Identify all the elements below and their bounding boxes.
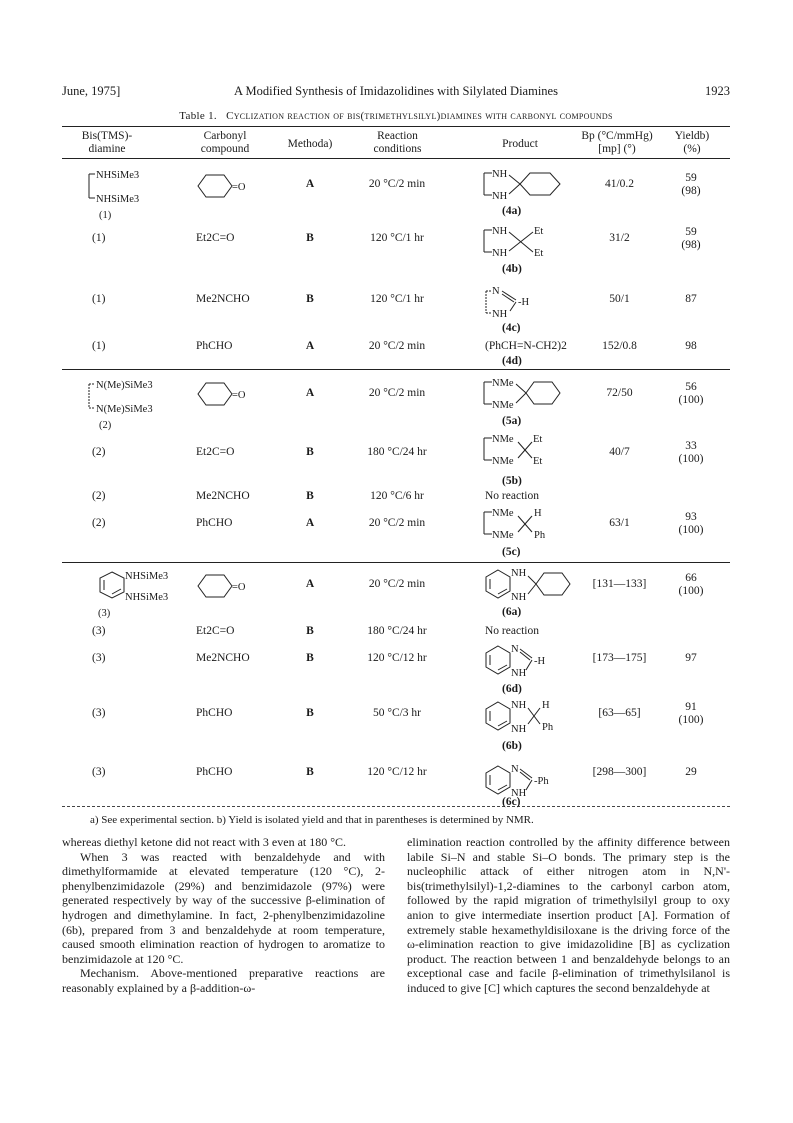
svg-text:(1): (1) bbox=[99, 210, 112, 221]
cell-method: B bbox=[306, 766, 314, 778]
cell-method: B bbox=[306, 625, 314, 637]
svg-text:NH: NH bbox=[511, 668, 527, 679]
cell-yield-nmr: (100) bbox=[678, 585, 704, 597]
product-6b-structure bbox=[484, 696, 584, 740]
diamine-1-structure bbox=[85, 164, 180, 224]
cell-carbonyl: Me2NCHO bbox=[196, 652, 250, 664]
table-caption-text: Cyclization reaction of bis(trimethylsilyl)diamines with carbonyl compounds bbox=[226, 110, 613, 122]
svg-text:NH: NH bbox=[492, 309, 508, 320]
svg-text:Et: Et bbox=[534, 248, 544, 259]
header-yield: Yieldb) (%) bbox=[674, 130, 710, 155]
cell-diamine: (3) bbox=[92, 766, 106, 778]
header-diamine: Bis(TMS)- diamine bbox=[81, 130, 133, 155]
cell-product-label: (6d) bbox=[502, 683, 522, 695]
cell-method: A bbox=[305, 517, 315, 529]
cell-carbonyl: Et2C=O bbox=[196, 446, 235, 458]
cell-yield: 29 bbox=[685, 766, 697, 778]
svg-text:NH: NH bbox=[511, 568, 527, 579]
cell-conditions: 120 °C/1 hr bbox=[370, 232, 424, 244]
svg-text:NH: NH bbox=[492, 169, 508, 180]
svg-text:-Ph: -Ph bbox=[534, 776, 549, 787]
cell-conditions: 120 °C/12 hr bbox=[367, 766, 427, 778]
svg-text:NHSiMe3: NHSiMe3 bbox=[125, 571, 169, 582]
cell-diamine: (2) bbox=[92, 446, 106, 458]
cyclohexanone-structure bbox=[196, 572, 256, 602]
cell-product-label: (4a) bbox=[502, 205, 522, 217]
page-number: 1923 bbox=[705, 84, 730, 98]
svg-text:Et: Et bbox=[533, 456, 543, 467]
cell-product-label: (6b) bbox=[502, 740, 522, 752]
body-paragraph: Mechanism. Above-mentioned preparative reactions are reasonably explained by a β-addition-ω- bbox=[62, 966, 385, 995]
cell-yield: 59 bbox=[685, 172, 697, 184]
cell-conditions: 20 °C/2 min bbox=[368, 178, 426, 190]
svg-text:NH: NH bbox=[511, 724, 527, 735]
svg-text:=O: =O bbox=[232, 182, 246, 193]
header-product: Product bbox=[502, 138, 538, 150]
cell-bp: [131—133] bbox=[592, 578, 647, 590]
svg-text:Ph: Ph bbox=[534, 530, 546, 541]
table-caption-label: Table 1. bbox=[179, 110, 217, 122]
svg-text:(3): (3) bbox=[98, 608, 111, 619]
cell-diamine: (3) bbox=[92, 652, 106, 664]
svg-text:=O: =O bbox=[232, 390, 246, 401]
cell-conditions: 180 °C/24 hr bbox=[367, 446, 427, 458]
cell-bp: 50/1 bbox=[609, 293, 630, 305]
table-top-rule bbox=[62, 126, 730, 127]
svg-text:N: N bbox=[511, 644, 519, 655]
cell-carbonyl: Et2C=O bbox=[196, 232, 235, 244]
svg-text:NMe: NMe bbox=[492, 456, 514, 467]
issue-date: June, 1975] bbox=[62, 84, 121, 98]
cell-method: A bbox=[305, 178, 315, 190]
cyclohexanone-structure bbox=[196, 380, 256, 410]
svg-text:-H: -H bbox=[518, 297, 530, 308]
cell-yield-nmr: (98) bbox=[681, 239, 701, 251]
svg-text:(2): (2) bbox=[99, 420, 112, 431]
body-column-left bbox=[62, 835, 385, 996]
body-paragraph: elimination reaction controlled by the affinity difference between labile Si–N and stable Si–O bonds. The primary step is the nucleophilic attack of either nitrogen atom in N,N'-bis(trimethylsilyl)-1,2-diamines to the carbonyl carbon atom, followed by the rapid migration of trimethylsilyl group to oxy anion to give intermediate insertion product [A]. Formation of extremely stable hexamethyldisiloxane is the driving force of the ω-elimination reaction to give imidazolidine [B] as cyclization product. The reaction between 1 and benzaldehyde belongs to an exceptional case and facile β-elimination of trimethylsilanol is induced to give [C] which captures the second benzaldehyde at bbox=[407, 835, 730, 995]
header-carbonyl: Carbonyl compound bbox=[200, 130, 250, 155]
cell-conditions: 20 °C/2 min bbox=[368, 387, 426, 399]
group-separator-rule bbox=[62, 369, 730, 370]
cell-bp: [63—65] bbox=[598, 707, 641, 719]
cell-yield-nmr: (100) bbox=[678, 453, 704, 465]
product-4b-structure bbox=[478, 222, 578, 268]
cell-bp: 72/50 bbox=[606, 387, 633, 399]
svg-text:NHSiMe3: NHSiMe3 bbox=[125, 592, 169, 603]
svg-text:H: H bbox=[542, 700, 550, 711]
diamine-3-structure bbox=[94, 566, 189, 621]
svg-text:H: H bbox=[534, 508, 542, 519]
cell-conditions: 180 °C/24 hr bbox=[367, 625, 427, 637]
product-5c-structure bbox=[478, 504, 578, 548]
cell-yield: 93 bbox=[685, 511, 697, 523]
cell-diamine: (1) bbox=[92, 293, 106, 305]
cell-method: B bbox=[306, 232, 314, 244]
cell-product-text: (PhCH=N-CH2)2 bbox=[485, 340, 567, 352]
cell-product-text: No reaction bbox=[485, 490, 539, 502]
svg-text:Et: Et bbox=[534, 226, 544, 237]
cell-method: A bbox=[305, 387, 315, 399]
cell-method: A bbox=[305, 578, 315, 590]
cell-bp: [173—175] bbox=[592, 652, 647, 664]
header-method: Methoda) bbox=[287, 138, 333, 150]
cell-conditions: 120 °C/6 hr bbox=[370, 490, 424, 502]
cell-carbonyl: Me2NCHO bbox=[196, 293, 250, 305]
cell-yield: 91 bbox=[685, 701, 697, 713]
cell-bp: 31/2 bbox=[609, 232, 630, 244]
table-footnote: a) See experimental section. b) Yield is isolated yield and that in parentheses is determined by NMR. bbox=[90, 814, 534, 826]
cell-yield-nmr: (100) bbox=[678, 524, 704, 536]
cell-bp: 63/1 bbox=[609, 517, 630, 529]
cell-bp: 40/7 bbox=[609, 446, 630, 458]
cell-conditions: 20 °C/2 min bbox=[368, 340, 426, 352]
header-conditions: Reaction conditions bbox=[373, 130, 422, 155]
svg-text:NMe: NMe bbox=[492, 378, 514, 389]
cell-product-text: No reaction bbox=[485, 625, 539, 637]
cell-carbonyl: PhCHO bbox=[196, 340, 233, 352]
cell-conditions: 120 °C/1 hr bbox=[370, 293, 424, 305]
svg-text:N(Me)SiMe3: N(Me)SiMe3 bbox=[96, 380, 153, 391]
svg-text:NMe: NMe bbox=[492, 508, 514, 519]
cell-carbonyl: PhCHO bbox=[196, 517, 233, 529]
cell-product-label: (4c) bbox=[502, 322, 521, 334]
cell-yield: 59 bbox=[685, 226, 697, 238]
cell-product-label: (5b) bbox=[502, 475, 522, 487]
cell-bp: 152/0.8 bbox=[602, 340, 637, 352]
svg-text:N: N bbox=[511, 764, 519, 775]
svg-text:NHSiMe3: NHSiMe3 bbox=[96, 194, 140, 205]
cell-carbonyl: Et2C=O bbox=[196, 625, 235, 637]
cell-diamine: (1) bbox=[92, 340, 106, 352]
svg-text:N: N bbox=[492, 286, 500, 297]
svg-text:NH: NH bbox=[492, 226, 508, 237]
svg-text:=O: =O bbox=[232, 582, 246, 593]
cell-diamine: (1) bbox=[92, 232, 106, 244]
product-6c-structure bbox=[484, 760, 584, 804]
table-bottom-rule bbox=[62, 806, 730, 807]
article-title: A Modified Synthesis of Imidazolidines with Silylated Diamines bbox=[234, 84, 558, 98]
product-4c-structure bbox=[478, 283, 578, 323]
group-separator-rule bbox=[62, 562, 730, 563]
cell-conditions: 50 °C/3 hr bbox=[372, 707, 422, 719]
cell-bp: 41/0.2 bbox=[604, 178, 635, 190]
product-5b-structure bbox=[478, 430, 578, 474]
svg-text:NMe: NMe bbox=[492, 530, 514, 541]
cell-product-label: (4b) bbox=[502, 263, 522, 275]
cell-yield: 56 bbox=[685, 381, 697, 393]
cell-yield: 98 bbox=[685, 340, 697, 352]
cell-diamine: (2) bbox=[92, 490, 106, 502]
cell-yield-nmr: (100) bbox=[678, 394, 704, 406]
diamine-2-structure bbox=[85, 374, 180, 434]
svg-text:Et: Et bbox=[533, 434, 543, 445]
cell-method: B bbox=[306, 652, 314, 664]
cell-yield: 97 bbox=[685, 652, 697, 664]
cell-conditions: 120 °C/12 hr bbox=[367, 652, 427, 664]
body-paragraph: whereas diethyl ketone did not react with 3 even at 180 °C. bbox=[62, 835, 347, 849]
svg-text:-H: -H bbox=[534, 656, 546, 667]
cell-yield-nmr: (100) bbox=[678, 714, 704, 726]
cell-bp: [298—300] bbox=[592, 766, 647, 778]
svg-text:NH: NH bbox=[511, 700, 527, 711]
svg-text:NH: NH bbox=[511, 788, 527, 799]
header-bp: Bp (°C/mmHg) [mp] (°) bbox=[581, 130, 653, 155]
body-column-right bbox=[407, 835, 730, 996]
cell-method: A bbox=[305, 340, 315, 352]
cell-method: B bbox=[306, 293, 314, 305]
cyclohexanone-structure bbox=[196, 172, 256, 202]
svg-text:NMe: NMe bbox=[492, 434, 514, 445]
cell-method: B bbox=[306, 446, 314, 458]
cell-diamine: (3) bbox=[92, 707, 106, 719]
table-header-rule bbox=[62, 158, 730, 159]
cell-yield: 66 bbox=[685, 572, 697, 584]
cell-conditions: 20 °C/2 min bbox=[368, 578, 426, 590]
cell-product-label: (6a) bbox=[502, 606, 522, 618]
svg-text:N(Me)SiMe3: N(Me)SiMe3 bbox=[96, 404, 153, 415]
table-caption bbox=[62, 110, 730, 122]
cell-yield: 87 bbox=[685, 293, 697, 305]
cell-product-label: (5c) bbox=[502, 546, 521, 558]
product-6a-structure bbox=[484, 564, 584, 610]
svg-text:NMe: NMe bbox=[492, 400, 514, 411]
svg-text:NHSiMe3: NHSiMe3 bbox=[96, 170, 140, 181]
svg-text:NH: NH bbox=[492, 248, 508, 259]
cell-carbonyl: Me2NCHO bbox=[196, 490, 250, 502]
svg-text:NH: NH bbox=[492, 191, 508, 202]
cell-method: B bbox=[306, 707, 314, 719]
cell-carbonyl: PhCHO bbox=[196, 707, 233, 719]
cell-product-label: (6c) bbox=[502, 796, 521, 808]
cell-diamine: (3) bbox=[92, 625, 106, 637]
cell-diamine: (2) bbox=[92, 517, 106, 529]
cell-yield-nmr: (98) bbox=[681, 185, 701, 197]
product-4a-structure bbox=[478, 163, 578, 221]
cell-conditions: 20 °C/2 min bbox=[368, 517, 426, 529]
cell-method: B bbox=[306, 490, 314, 502]
product-5a-structure bbox=[478, 372, 578, 418]
body-paragraph: When 3 was reacted with benzaldehyde and with dimethylformamide at elevated temperature (120 °C), 2-phenylbenzimidazole (29%) and benzimidazole (97%) were generated respectively by way of the successive β-elimination of hydrogen and dimethylamine. In fact, 2-phenylbenzimidazoline (6b), prepared from 3 and benzaldehyde at room temperature, caused smooth elimination reaction of hydrogen to aromatize to benzimidazole at 120 °C. bbox=[62, 849, 385, 966]
cell-product-label: (4d) bbox=[502, 355, 522, 367]
cell-product-label: (5a) bbox=[502, 415, 522, 427]
running-head bbox=[62, 84, 730, 102]
product-6d-structure bbox=[484, 640, 584, 682]
svg-text:NH: NH bbox=[511, 592, 527, 603]
svg-text:Ph: Ph bbox=[542, 722, 554, 733]
cell-yield: 33 bbox=[685, 440, 697, 452]
cell-carbonyl: PhCHO bbox=[196, 766, 233, 778]
